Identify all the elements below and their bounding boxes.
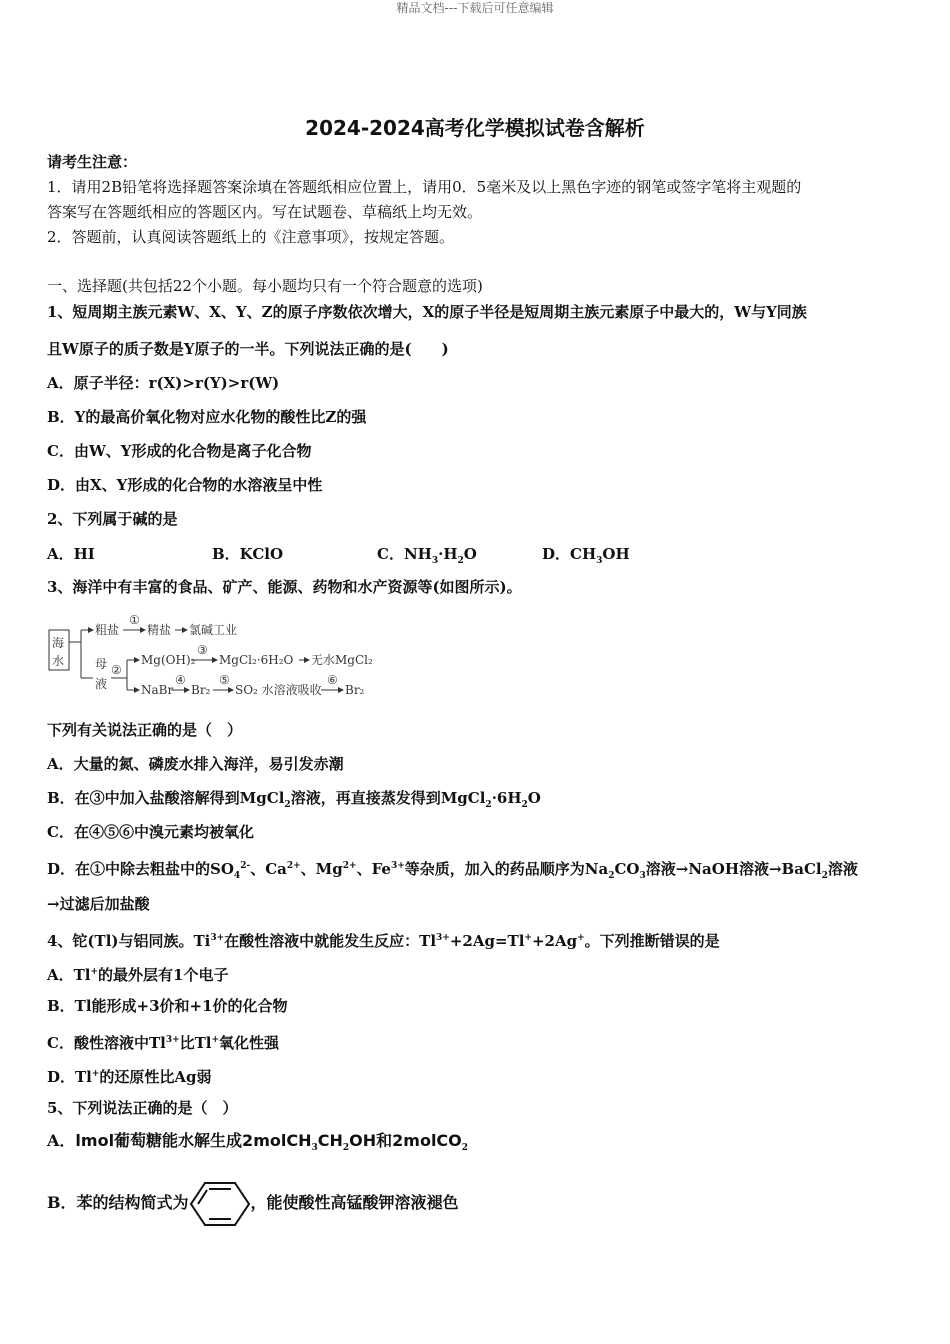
step-5-label: ⑤ <box>219 673 230 687</box>
nabr-label: NaBr <box>141 683 174 697</box>
step-1-label: ① <box>129 613 140 627</box>
q1-option-c: C．由W、Y形成的化合物是离子化合物 <box>47 442 312 460</box>
q2-option-b: B．KClO <box>212 545 284 563</box>
q1-stem-line-2: 且W原子的质子数是Y原子的一半。下列说法正确的是( ) <box>47 340 449 358</box>
so2-absorb-label: SO₂ 水溶液吸收 <box>235 683 322 697</box>
notice-line-1: 1．请用2B铅笔将选择题答案涂填在答题纸相应位置上，请用0．5毫米及以上黑色字迹的钢笔或签字笔将主观题的 <box>47 178 802 196</box>
q4-option-c: C．酸性溶液中$Tl^{3+}$比Tl+氧化性强 <box>47 1034 280 1052</box>
q2-stem: 2、下列属于碱的是 <box>47 510 178 528</box>
step-2-label: ② <box>111 663 122 677</box>
mgoh2-label: Mg(OH)₂ <box>141 653 196 667</box>
mother-liquor-label-1: 母 <box>95 657 108 671</box>
q4-stem: 4、铊(Tl)与铝同族。$Ti^{3+}$在酸性溶液中就能发生反应：$Tl^{3+}+2Ag=Tl^++2Ag^+$。下列推断错误的是 <box>47 932 720 950</box>
step-3-label: ③ <box>197 643 208 657</box>
q2-option-c: C．$NH_3\cdot H_2O$ <box>377 545 477 566</box>
mother-liquor-label-2: 液 <box>95 677 108 691</box>
q3-option-a: A．大量的氮、磷废水排入海洋，易引发赤潮 <box>47 755 344 773</box>
q3-option-b: B．在③中加入盐酸溶解得到MgCl$_2$溶液，再直接蒸发得到$MgCl_2\cdot 6H_2O$ <box>47 789 541 810</box>
q3-option-d: D．在①中除去粗盐中的$SO_4^{2-}$、$Ca^{2+}$、$Mg^{2+}$、$Fe^{3+}$等杂质，加入的药品顺序为$Na_2CO_3$溶液→NaOH溶液→BaCl$_2$溶液 <box>47 860 858 881</box>
q5-stem: 5、下列说法正确的是（ ） <box>47 1099 238 1117</box>
br2-label-1: Br₂ <box>191 683 211 697</box>
br2-label-2: Br₂ <box>345 683 365 697</box>
q2-option-d: D．$CH_3OH$ <box>542 545 630 566</box>
q1-option-b: B．Y的最高价氧化物对应水化物的酸性比Z的强 <box>47 408 367 426</box>
q4-option-a: A．Tl+的最外层有1个电子 <box>47 966 229 984</box>
page-header: 精品文档---下载后可任意编辑 <box>396 1 554 15</box>
q4-option-d: D．Tl+的还原性比Ag弱 <box>47 1068 212 1086</box>
section-heading: 一、选择题(共包括22个小题。每小题均只有一个符合题意的选项) <box>47 277 483 295</box>
notice-line-2: 2．答题前，认真阅读答题纸上的《注意事项》，按规定答题。 <box>47 228 455 246</box>
q3-option-d-line-2: →过滤后加盐酸 <box>47 895 150 913</box>
benzene-ring-icon <box>189 1179 251 1229</box>
anhydrous-mgcl2-label: 无水MgCl₂ <box>311 653 373 667</box>
q3-stem: 3、海洋中有丰富的食品、矿产、能源、药物和水产资源等(如图所示)。 <box>47 578 522 596</box>
step-6-label: ⑥ <box>327 673 338 687</box>
q1-option-d: D．由X、Y形成的化合物的水溶液呈中性 <box>47 476 323 494</box>
sea-label: 海 <box>52 636 65 650</box>
notice-heading: 请考生注意： <box>47 153 138 171</box>
notice-line-1b: 答案写在答题纸相应的答题区内。写在试题卷、草稿纸上均无效。 <box>47 203 483 221</box>
fine-salt-label: 精盐 <box>147 623 172 637</box>
q3-ask: 下列有关说法正确的是（ ） <box>47 721 243 739</box>
q1-stem-line-1: 1、短周期主族元素W、X、Y、Z的原子序数依次增大，X的原子半径是短周期主族元素原子中最大的，W与Y同族 <box>47 303 807 321</box>
seawater-process-diagram <box>47 612 387 706</box>
water-label: 水 <box>52 654 65 668</box>
q3-option-c: C．在④⑤⑥中溴元素均被氧化 <box>47 823 254 841</box>
mgcl2-hydrate-label: MgCl₂·6H₂O <box>219 653 294 667</box>
q5-option-b: B．苯的结构简式为 ，能使酸性高锰酸钾溶液褪色 <box>47 1178 459 1229</box>
step-4-label: ④ <box>175 673 186 687</box>
q2-option-a: A．HI <box>47 545 95 563</box>
chlor-alkali-label: 氯碱工业 <box>189 623 238 637</box>
q5-option-a: A．lmol葡萄糖能水解生成$2molCH_3CH_2OH$和2molCO$_2$ <box>47 1131 469 1154</box>
q1-option-a: A．原子半径：r(X)>r(Y)>r(W) <box>47 374 280 392</box>
q4-option-b: B．Tl能形成+3价和+1价的化合物 <box>47 997 288 1015</box>
crude-salt-label: 粗盐 <box>95 623 120 637</box>
page-title: 2024-2024高考化学模拟试卷含解析 <box>305 116 645 140</box>
